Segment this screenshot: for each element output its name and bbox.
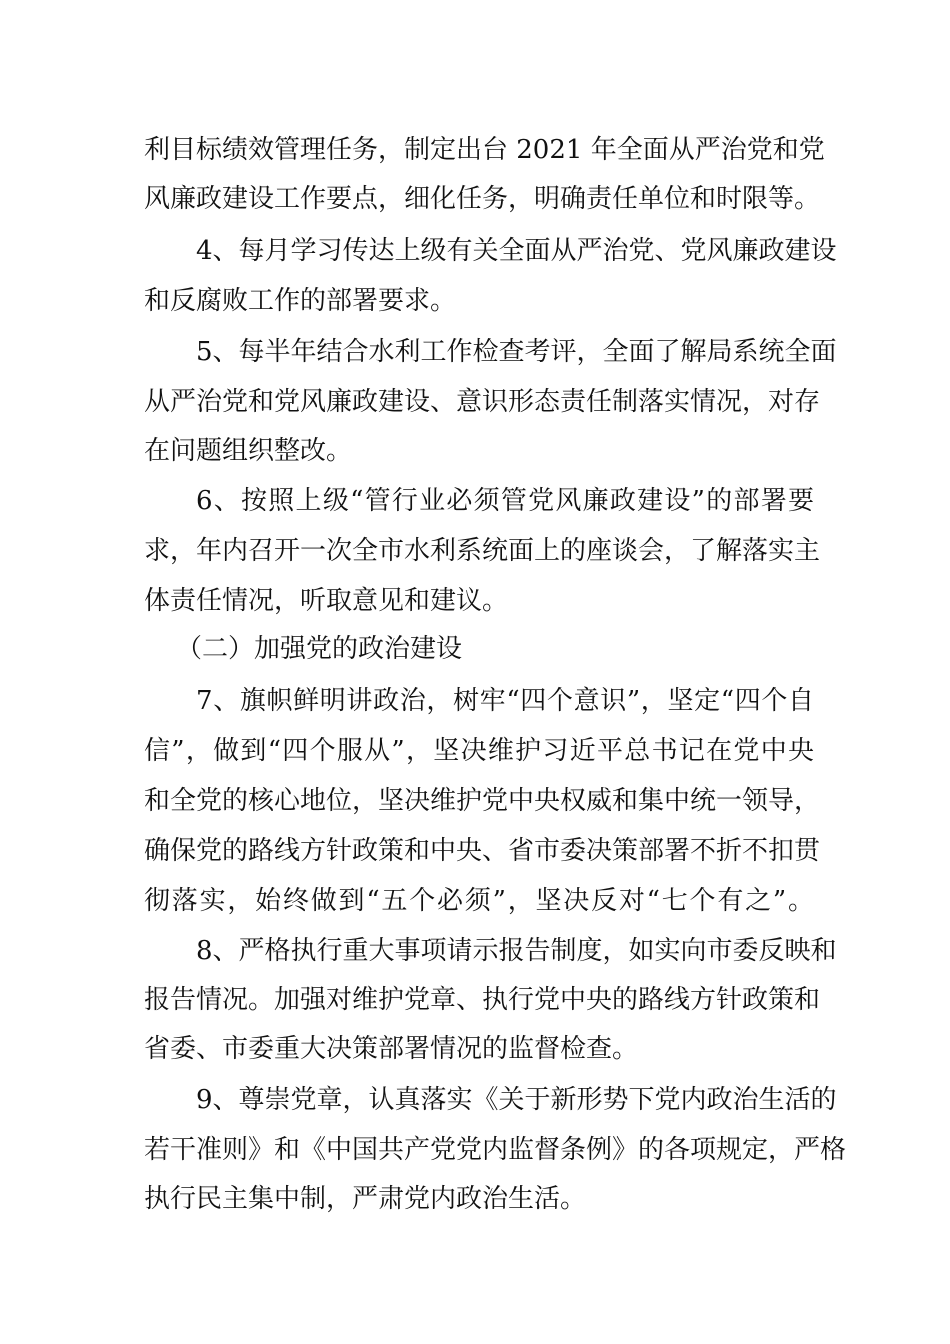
list-item-7: 7、旗帜鲜明讲政治，树牢“四个意识”，坚定“四个自 — [196, 686, 814, 716]
body-text-line: 利目标绩效管理任务，制定出台 2021 年全面从严治党和党 — [144, 135, 825, 165]
list-item-6: 6、按照上级“管行业必须管党风廉政建设”的部署要 — [196, 486, 814, 516]
section-heading: （二）加强党的政治建设 — [176, 634, 463, 664]
body-text-line: 报告情况。加强对维护党章、执行党中央的路线方针政策和 — [144, 985, 821, 1015]
body-text-line: 若干准则》和《中国共产党党内监督条例》的各项规定，严格 — [144, 1135, 847, 1165]
list-item-8: 8、严格执行重大事项请示报告制度，如实向市委反映和 — [196, 936, 837, 966]
body-text-line: 求，年内召开一次全市水利系统面上的座谈会，了解落实主 — [144, 536, 821, 566]
list-item-5: 5、每半年结合水利工作检查考评，全面了解局系统全面 — [196, 337, 837, 367]
body-text-line: 风廉政建设工作要点，细化任务，明确责任单位和时限等。 — [144, 184, 821, 214]
body-text-line: 信”，做到“四个服从”，坚决维护习近平总书记在党中央 — [144, 736, 814, 766]
body-text-line: 和反腐败工作的部署要求。 — [144, 286, 457, 316]
body-text-line: 从严治党和党风廉政建设、意识形态责任制落实情况，对存 — [144, 387, 821, 417]
body-text-line: 在问题组织整改。 — [144, 436, 353, 466]
body-text-line: 彻落实，始终做到“五个必须”，坚决反对“七个有之”。 — [144, 886, 814, 916]
body-text-line: 体责任情况，听取意见和建议。 — [144, 586, 509, 616]
body-text-line: 确保党的路线方针政策和中央、省市委决策部署不折不扣贯 — [144, 836, 821, 866]
list-item-9: 9、尊崇党章，认真落实《关于新形势下党内政治生活的 — [196, 1085, 837, 1115]
body-text-line: 省委、市委重大决策部署情况的监督检查。 — [144, 1034, 639, 1064]
list-item-4: 4、每月学习传达上级有关全面从严治党、党风廉政建设 — [196, 236, 837, 266]
body-text-line: 和全党的核心地位，坚决维护党中央权威和集中统一领导， — [144, 786, 821, 816]
body-text-line: 执行民主集中制，严肃党内政治生活。 — [144, 1184, 587, 1214]
